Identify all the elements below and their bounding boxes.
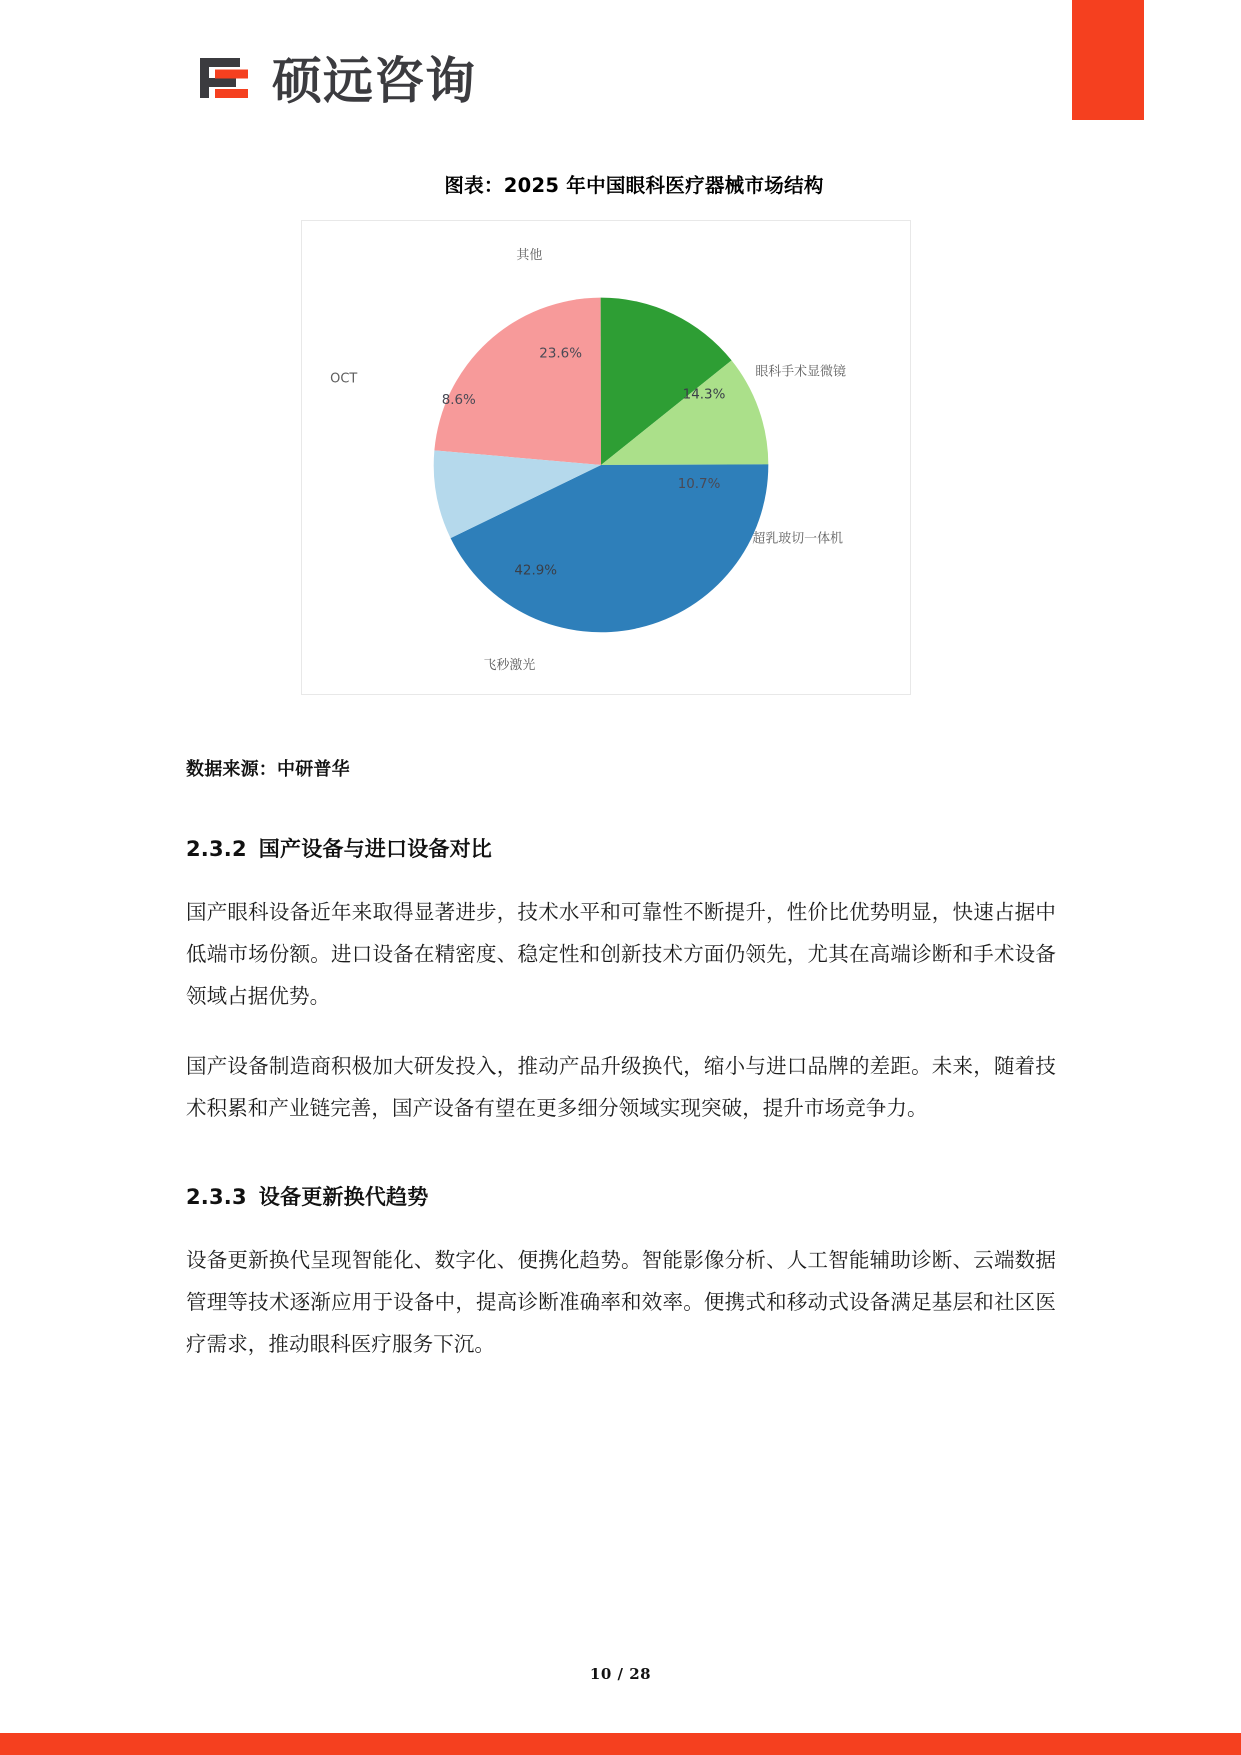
pie-chart-svg: [302, 221, 910, 694]
section-title-233: 设备更新换代趋势: [258, 1185, 429, 1210]
decorative-corner-bar-top: [1072, 0, 1144, 120]
section-number-233: 2.3.3: [186, 1185, 247, 1210]
pie-value-phaco-vitrectomy: 10.7%: [677, 476, 721, 492]
pie-value-oct: 8.6%: [441, 393, 476, 409]
section-number-232: 2.3.2: [186, 837, 247, 861]
pie-value-femtosecond-laser: 42.9%: [514, 563, 558, 579]
pie-label-other: 其他: [516, 247, 543, 263]
figure-source: 数据来源：中研普华: [186, 759, 350, 780]
figure-title: 图表：2025 年中国眼科医疗器械市场结构: [444, 174, 824, 197]
pie-slices: [434, 298, 769, 633]
decorative-footer-bar: [0, 1733, 1241, 1755]
section-title-232: 国产设备与进口设备对比: [258, 837, 492, 861]
pie-chart-figure: [301, 220, 911, 695]
section-233-paragraph-1: 设备更新换代呈现智能化、数字化、便携化趋势。智能影像分析、人工智能辅助诊断、云端数据管理等技术逐渐应用于设备中，提高诊断准确率和效率。便携式和移动式设备满足基层和社区医疗需求，推动眼科医疗服务下沉。: [186, 1248, 1056, 1357]
company-name: 硕远咨询: [272, 52, 476, 110]
pie-label-microscope: 眼科手术显微镜: [755, 364, 846, 380]
section-232-paragraph-1: 国产眼科设备近年来取得显著进步，技术水平和可靠性不断提升，性价比优势明显，快速占据中低端市场份额。进口设备在精密度、稳定性和创新技术方面仍领先，尤其在高端诊断和手术设备领域占据优势。: [186, 900, 1056, 1009]
page-number: 10 / 28: [589, 1665, 652, 1683]
section-heading-232: [186, 833, 1056, 863]
pie-label-femtosecond-laser: 飞秒激光: [483, 658, 536, 674]
pie-label-oct: OCT: [330, 371, 358, 387]
pie-value-microscope: 14.3%: [682, 387, 726, 403]
company-logo-icon: [196, 52, 254, 110]
page-content: [186, 170, 1056, 1365]
pie-value-other: 23.6%: [539, 346, 582, 362]
brand-header: [196, 52, 476, 110]
section-heading-233: [186, 1181, 1056, 1211]
pie-label-phaco-vitrectomy: 超乳玻切一体机: [752, 531, 843, 547]
pie-slice-other: [434, 298, 601, 465]
section-232-paragraph-2: 国产设备制造商积极加大研发投入，推动产品升级换代，缩小与进口品牌的差距。未来，随着技术积累和产业链完善，国产设备有望在更多细分领域实现突破，提升市场竞争力。: [186, 1054, 1056, 1121]
